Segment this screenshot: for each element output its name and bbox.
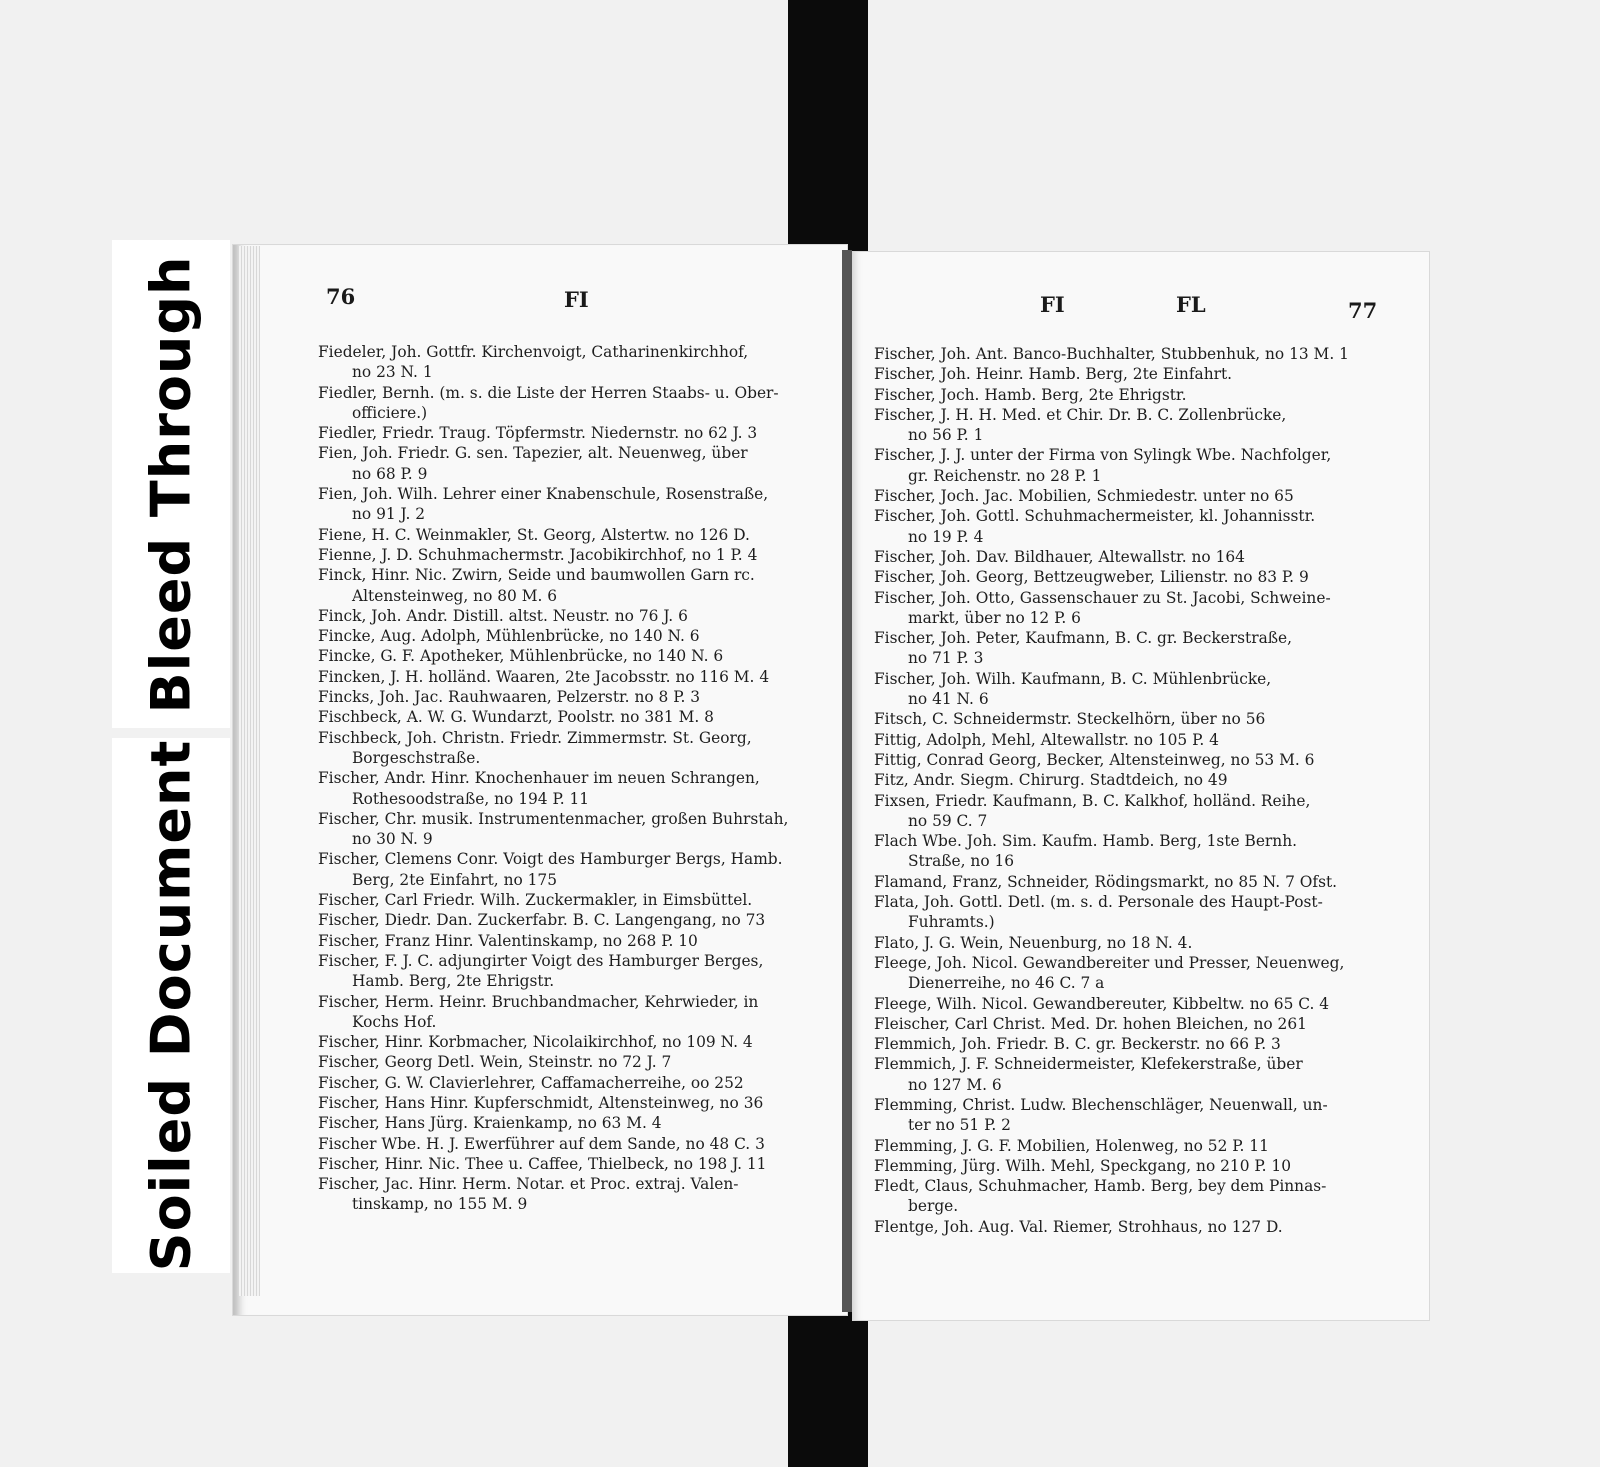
entry-line: Kochs Hof.	[352, 1012, 437, 1031]
entry-line: Flato, J. G. Wein, Neuenburg, no 18 N. 4.	[874, 933, 1193, 952]
entry-line: Flemming, Christ. Ludw. Blechenschläger, Neuenwall, un-	[874, 1095, 1328, 1114]
entry-line: Fischer, Herm. Heinr. Bruchbandmacher, Kehrwieder, in	[318, 992, 759, 1011]
entry-line: Fittig, Conrad Georg, Becker, Altensteinweg, no 53 M. 6	[874, 750, 1315, 769]
entry-line: Fischer, Hinr. Nic. Thee u. Caffee, Thielbeck, no 198 J. 11	[318, 1154, 767, 1173]
entry-line: officiere.)	[352, 403, 428, 422]
entry-line: Fischer, Clemens Conr. Voigt des Hamburger Bergs, Hamb.	[318, 850, 783, 869]
entry-line: no 19 P. 4	[908, 527, 984, 546]
entry-line: Altensteinweg, no 80 M. 6	[352, 586, 558, 605]
entry-line: Fischbeck, Joh. Christn. Friedr. Zimmermstr. St. Georg,	[318, 728, 752, 747]
entry-line: Fischer, Franz Hinr. Valentinskamp, no 268 P. 10	[318, 931, 698, 950]
soiled-document-label-strip	[112, 738, 230, 1273]
entry-line: Fischbeck, A. W. G. Wundarzt, Poolstr. no 381 M. 8	[318, 708, 714, 727]
entry-line: Fischer, G. W. Clavierlehrer, Caffamacherreihe, oo 252	[318, 1073, 744, 1092]
entry-line: Fischer, Jac. Hinr. Herm. Notar. et Proc. extraj. Valen-	[318, 1175, 739, 1194]
entry-line: Fledt, Claus, Schuhmacher, Hamb. Berg, bey dem Pinnas-	[874, 1177, 1327, 1196]
entry-line: no 41 N. 6	[908, 690, 989, 709]
entry-line: Fischer, Joh. Georg, Bettzeugweber, Lilienstr. no 83 P. 9	[874, 568, 1309, 587]
right-directory-entries	[874, 344, 1374, 1237]
entry-line: Fitsch, C. Schneidermstr. Steckelhörn, über no 56	[874, 710, 1266, 729]
entry-line: Fischer, Chr. musik. Instrumentenmacher, großen Buhrstah,	[318, 809, 789, 828]
entry-line: Fischer, Hans Jürg. Kraienkamp, no 63 M. 4	[318, 1114, 662, 1133]
entry-line: Fincken, J. H. holländ. Waaren, 2te Jacobsstr. no 116 M. 4	[318, 667, 770, 686]
entry-line: no 30 N. 9	[352, 830, 433, 849]
entry-line: Fischer, J. J. unter der Firma von Sylingk Wbe. Nachfolger,	[874, 446, 1332, 465]
binding-clip-bottom	[788, 1310, 868, 1467]
entry-line: Fischer, Joh. Otto, Gassenschauer zu St. Jacobi, Schweine-	[874, 588, 1331, 607]
entry-line: Flemmich, J. F. Schneidermeister, Klefekerstraße, über	[874, 1055, 1303, 1074]
entry-line: Fleege, Joh. Nicol. Gewandbereiter und Presser, Neuenweg,	[874, 953, 1345, 972]
entry-line: Fittig, Adolph, Mehl, Altewallstr. no 105 P. 4	[874, 730, 1219, 749]
book-gutter	[842, 250, 852, 1312]
entry-line: Fincke, Aug. Adolph, Mühlenbrücke, no 140 N. 6	[318, 627, 700, 646]
right-page-number: 77	[1348, 298, 1378, 323]
entry-line: Flata, Joh. Gottl. Detl. (m. s. d. Personale des Haupt-Post-	[874, 893, 1323, 912]
entry-line: Fischer, J. H. H. Med. et Chir. Dr. B. C. Zollenbrücke,	[874, 405, 1287, 424]
entry-line: no 91 J. 2	[352, 505, 426, 524]
entry-line: Fiedeler, Joh. Gottfr. Kirchenvoigt, Catharinenkirchhof,	[318, 343, 749, 361]
entry-line: Fischer, Joh. Wilh. Kaufmann, B. C. Mühlenbrücke,	[874, 669, 1272, 688]
bleed-through-label: Bleed Through	[139, 255, 203, 713]
entry-line: ter no 51 P. 2	[908, 1116, 1011, 1135]
entry-line: berge.	[908, 1197, 959, 1216]
entry-line: Fischer, Georg Detl. Wein, Steinstr. no 72 J. 7	[318, 1053, 672, 1072]
entry-line: Fischer, Joh. Ant. Banco-Buchhalter, Stubbenhuk, no 13 M. 1	[874, 345, 1349, 363]
entry-line: Fiedler, Friedr. Traug. Töpfermstr. Niedernstr. no 62 J. 3	[318, 424, 758, 443]
bleed-through-label-strip	[112, 240, 230, 728]
entry-line: Fixsen, Friedr. Kaufmann, B. C. Kalkhof, holländ. Reihe,	[874, 791, 1311, 810]
entry-line: Finck, Hinr. Nic. Zwirn, Seide und baumwollen Garn rc.	[318, 566, 755, 585]
entry-line: Fischer, Joh. Heinr. Hamb. Berg, 2te Einfahrt.	[874, 365, 1233, 384]
entry-line: Fitz, Andr. Siegm. Chirurg. Stadtdeich, no 49	[874, 771, 1228, 790]
entry-line: no 59 C. 7	[908, 811, 988, 830]
entry-line: Fischer, Carl Friedr. Wilh. Zuckermakler, in Eimsbüttel.	[318, 891, 753, 910]
entry-line: no 23 N. 1	[352, 363, 433, 382]
right-page-header-left: FI	[1040, 292, 1065, 317]
left-page-number: 76	[326, 284, 356, 309]
entry-line: no 68 P. 9	[352, 464, 428, 483]
entry-line: Fien, Joh. Wilh. Lehrer einer Knabenschule, Rosenstraße,	[318, 485, 769, 504]
entry-line: Berg, 2te Einfahrt, no 175	[352, 870, 558, 889]
entry-line: Flemming, Jürg. Wilh. Mehl, Speckgang, no 210 P. 10	[874, 1156, 1291, 1175]
entry-line: Fiedler, Bernh. (m. s. die Liste der Herren Staabs- u. Ober-	[318, 383, 779, 402]
entry-line: Fischer, Joh. Gottl. Schuhmachermeister, kl. Johannisstr.	[874, 507, 1316, 526]
entry-line: Fiene, H. C. Weinmakler, St. Georg, Alstertw. no 126 D.	[318, 525, 750, 544]
right-page-header-right: FL	[1176, 292, 1206, 317]
entry-line: Flach Wbe. Joh. Sim. Kaufm. Hamb. Berg, 1ste Bernh.	[874, 832, 1298, 851]
entry-line: Fischer, Joh. Dav. Bildhauer, Altewallstr. no 164	[874, 547, 1245, 566]
entry-line: Finck, Joh. Andr. Distill. altst. Neustr. no 76 J. 6	[318, 606, 688, 625]
entry-line: Fischer, Hans Hinr. Kupferschmidt, Altensteinweg, no 36	[318, 1093, 764, 1112]
entry-line: Fien, Joh. Friedr. G. sen. Tapezier, alt. Neuenweg, über	[318, 444, 748, 463]
entry-line: Fischer Wbe. H. J. Ewerführer auf dem Sande, no 48 C. 3	[318, 1134, 765, 1153]
entry-line: Fleege, Wilh. Nicol. Gewandbereuter, Kibbeltw. no 65 C. 4	[874, 994, 1330, 1013]
entry-line: no 56 P. 1	[908, 426, 984, 445]
entry-line: Borgeschstraße.	[352, 748, 481, 767]
binding-clip-top	[788, 0, 868, 252]
entry-line: Flemming, J. G. F. Mobilien, Holenweg, no 52 P. 11	[874, 1136, 1269, 1155]
entry-line: Straße, no 16	[908, 852, 1015, 871]
entry-line: Hamb. Berg, 2te Ehrigstr.	[352, 972, 555, 991]
entry-line: tinskamp, no 155 M. 9	[352, 1195, 528, 1214]
entry-line: Fleischer, Carl Christ. Med. Dr. hohen Bleichen, no 261	[874, 1014, 1307, 1033]
entry-line: gr. Reichenstr. no 28 P. 1	[908, 466, 1102, 485]
entry-line: Fincke, G. F. Apotheker, Mühlenbrücke, no 140 N. 6	[318, 647, 724, 666]
entry-line: Fischer, Andr. Hinr. Knochenhauer im neuen Schrangen,	[318, 769, 760, 788]
entry-line: Flentge, Joh. Aug. Val. Riemer, Strohhaus, no 127 D.	[874, 1217, 1283, 1236]
entry-line: no 71 P. 3	[908, 649, 984, 668]
entry-line: Dienerreihe, no 46 C. 7 a	[908, 974, 1105, 993]
soiled-document-label: Soiled Document	[139, 739, 203, 1272]
entry-line: Flemmich, Joh. Friedr. B. C. gr. Beckerstr. no 66 P. 3	[874, 1035, 1281, 1054]
page-edges	[238, 246, 260, 1296]
entry-line: Fischer, Joh. Peter, Kaufmann, B. C. gr. Beckerstraße,	[874, 629, 1293, 648]
left-directory-entries	[318, 342, 824, 1215]
entry-line: Fuhramts.)	[908, 913, 995, 932]
entry-line: Fincks, Joh. Jac. Rauhwaaren, Pelzerstr. no 8 P. 3	[318, 688, 701, 707]
entry-line: no 127 M. 6	[908, 1075, 1002, 1094]
entry-line: markt, über no 12 P. 6	[908, 608, 1081, 627]
entry-line: Fischer, Hinr. Korbmacher, Nicolaikirchhof, no 109 N. 4	[318, 1033, 753, 1052]
entry-line: Rothesoodstraße, no 194 P. 11	[352, 789, 590, 808]
entry-line: Fischer, Joch. Hamb. Berg, 2te Ehrigstr.	[874, 385, 1187, 404]
entry-line: Fischer, Diedr. Dan. Zuckerfabr. B. C. Langengang, no 73	[318, 911, 766, 930]
entry-line: Fischer, F. J. C. adjungirter Voigt des Hamburger Berges,	[318, 951, 764, 970]
entry-line: Fischer, Joch. Jac. Mobilien, Schmiedestr. unter no 65	[874, 487, 1294, 506]
entry-line: Flamand, Franz, Schneider, Rödingsmarkt, no 85 N. 7 Ofst.	[874, 872, 1338, 891]
left-page-header: FI	[564, 287, 589, 312]
entry-line: Fienne, J. D. Schuhmachermstr. Jacobikirchhof, no 1 P. 4	[318, 545, 758, 564]
